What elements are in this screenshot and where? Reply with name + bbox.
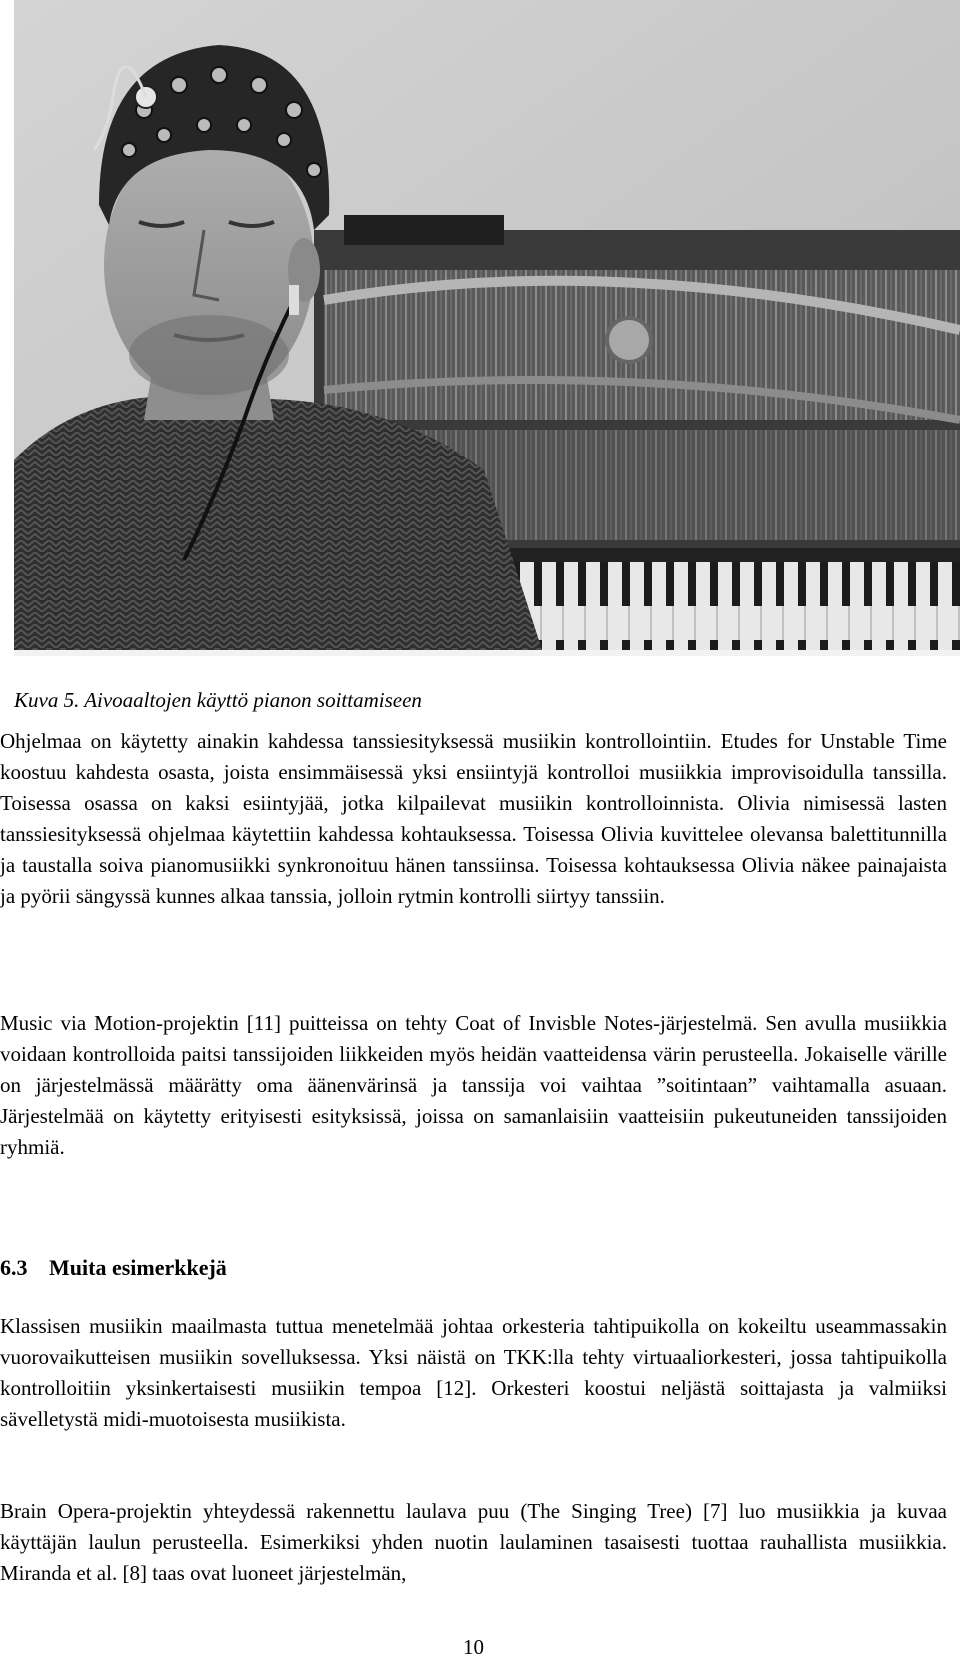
- figure-photo: [14, 0, 960, 656]
- section-paragraph-2: Brain Opera-projektin yhteydessä rakennettu laulava puu (The Singing Tree) [7] luo musiikkia ja kuvaa käyttäjän laulun perusteella. Esimerkiksi yhden nuotin laulaminen tasaisesti tuottaa rauhallista musiikkia. Miranda et al. [8] taas ovat luoneet järjestelmän,: [0, 1499, 947, 1585]
- section-paragraph-1: Klassisen musiikin maailmasta tuttua menetelmää johtaa orkesteria tahtipuikolla on kokeiltu useammassakin vuorovaikutteisen musiikin sovelluksessa. Yksi näistä on TKK:lla tehty virtuaaliorkesteri, jossa tahtipuikolla kontrolloitiin yksinkertaisesti musiikin tempoa [12]. Orkesteri koostui neljästä soittajasta ja valmiiksi sävelletystä midi-muotoisesta musiikista.: [0, 1314, 947, 1431]
- section-heading: [0, 1253, 227, 1283]
- section-number: 6.3: [0, 1255, 28, 1280]
- body-paragraph-1: Ohjelmaa on käytetty ainakin kahdessa tanssiesityksessä musiikin kontrollointiin. Etudes for Unstable Time koostuu kahdesta osasta, joista ensimmäisessä yksi ensiintyjä kontrolloi musiikkia improvisoidulla tanssilla. Toisessa osassa on kaksi esiintyjää, jotka kilpailevat musiikin kontrolloinnista. Olivia nimisessä lasten tanssiesityksessä ohjelmaa käytettiin kahdessa kohtauksessa. Toisessa Olivia kuvittelee olevansa balettitunnilla ja taustalla soiva pianomusiikki synkronoituu hänen tanssiinsa. Toisessa kohtauksessa Olivia näkee painajaista ja pyörii sängyssä kunnes alkaa tanssia, jolloin rytmin kontrolli siirtyy tanssiin.: [0, 729, 947, 908]
- eeg-piano-photo: [14, 0, 960, 656]
- page-number: 10: [463, 1635, 484, 1659]
- figure-caption: Kuva 5. Aivoaaltojen käyttö pianon soittamiseen: [14, 688, 422, 712]
- section-title: Muita esimerkkejä: [49, 1255, 227, 1280]
- body-paragraph-2: Music via Motion-projektin [11] puitteissa on tehty Coat of Invisble Notes-järjestelmä. Sen avulla musiikkia voidaan kontrolloida paitsi tanssijoiden liikkeiden myös heidän vaatteidensa värin perusteella. Jokaiselle värille on järjestelmässä määrätty oma äänenvärinsä ja tanssija voi vaihtaa ”soitintaan” vaihtamalla asuaan. Järjestelmää on käytetty erityisesti esityksissä, joissa on samanlaisiin vaatteisiin pukeutuneiden tanssijoiden ryhmiä.: [0, 1011, 947, 1159]
